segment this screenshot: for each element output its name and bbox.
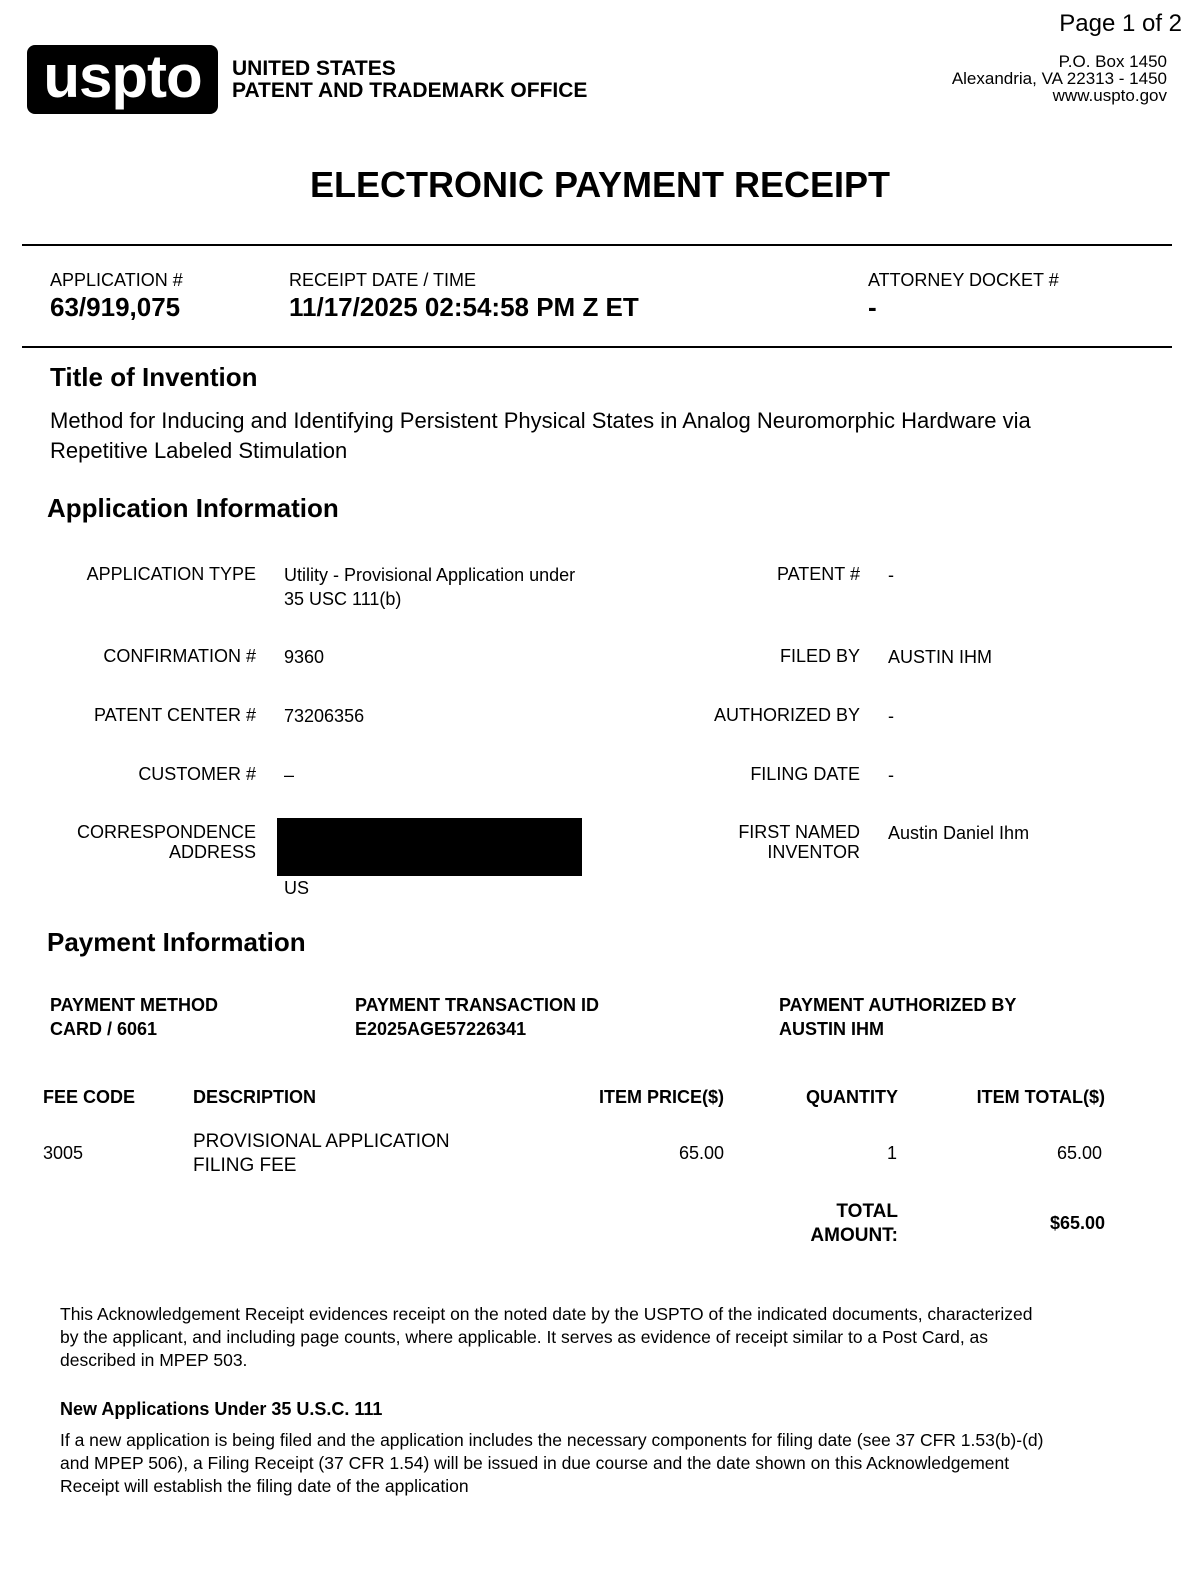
item-total-cell: 65.00: [1056, 1143, 1102, 1163]
address-line-2: Alexandria, VA 22313 - 1450: [951, 69, 1167, 88]
office-address: [952, 53, 1167, 104]
description-line-1: PROVISIONAL APPLICATION: [193, 1131, 450, 1152]
confirmation-value: 9360: [284, 647, 325, 667]
acknowledgement-text: [60, 1303, 1032, 1372]
first-inventor-label-line-2: INVENTOR: [767, 842, 860, 862]
ack-line-3: described in MPEP 503.: [60, 1350, 248, 1370]
address-line-3: www.uspto.gov: [1052, 86, 1167, 105]
application-number-label: APPLICATION #: [50, 270, 183, 290]
correspondence-label: [77, 822, 256, 862]
fee-code-cell: 3005: [43, 1143, 84, 1163]
description-header: DESCRIPTION: [193, 1087, 317, 1107]
invention-heading: Title of Invention: [50, 362, 258, 392]
application-type-value: [284, 563, 575, 611]
divider-top: [22, 244, 1172, 246]
total-amount-value: $65.00: [1049, 1213, 1105, 1233]
page-number: Page 1 of 2: [1059, 10, 1182, 37]
agency-name: [232, 58, 587, 102]
patent-center-label: PATENT CENTER #: [93, 705, 256, 725]
application-type-line-2: 35 USC 111(b): [284, 589, 402, 609]
application-number-value: 63/919,075: [50, 292, 181, 322]
confirmation-label: CONFIRMATION #: [103, 646, 256, 666]
customer-value: –: [284, 765, 295, 785]
ack-line-2: by the applicant, and including page counts, where applicable. It serves as evidence of receipt similar to a Post Card, as: [60, 1327, 989, 1347]
payment-method-value: CARD / 6061: [50, 1019, 158, 1039]
first-inventor-value: Austin Daniel Ihm: [888, 823, 1030, 843]
first-inventor-label: [738, 822, 860, 862]
redacted-address-block: [277, 818, 582, 876]
total-label-line-2: AMOUNT:: [810, 1225, 898, 1246]
transaction-id-label: PAYMENT TRANSACTION ID: [355, 995, 600, 1015]
payment-info-heading: Payment Information: [47, 927, 306, 957]
authorized-by-value: -: [888, 706, 894, 726]
invention-title-line-1: Method for Inducing and Identifying Persistent Physical States in Analog Neuromorphic Hardware via: [50, 408, 1031, 433]
correspondence-label-line-1: CORRESPONDENCE: [76, 822, 256, 842]
patent-center-value: 73206356: [284, 706, 365, 726]
new-applications-text: [60, 1429, 1043, 1498]
receipt-date-label: RECEIPT DATE / TIME: [289, 270, 477, 290]
address-line-1: P.O. Box 1450: [1058, 52, 1167, 71]
description-cell: [193, 1130, 450, 1178]
payment-method-label: PAYMENT METHOD: [50, 995, 219, 1015]
application-type-line-1: Utility - Provisional Application under: [284, 565, 576, 585]
new-apps-line-3: Receipt will establish the filing date of the application: [60, 1476, 469, 1496]
application-info-heading: Application Information: [47, 493, 339, 523]
payment-authorized-label: PAYMENT AUTHORIZED BY: [779, 995, 1017, 1015]
invention-title: [50, 406, 1170, 466]
filing-date-label: FILING DATE: [750, 764, 860, 784]
item-total-header: ITEM TOTAL($): [976, 1087, 1105, 1107]
attorney-docket-label: ATTORNEY DOCKET #: [868, 270, 1059, 290]
invention-title-line-2: Repetitive Labeled Stimulation: [50, 438, 348, 463]
total-label-line-1: TOTAL: [836, 1201, 898, 1222]
new-apps-line-2: and MPEP 506), a Filing Receipt (37 CFR 1.54) will be issued in due course and the date shown on this Acknowledgement: [60, 1453, 1010, 1473]
receipt-date-value: 11/17/2025 02:54:58 PM Z ET: [289, 292, 639, 322]
authorized-by-label: AUTHORIZED BY: [713, 705, 860, 725]
application-type-label: APPLICATION TYPE: [86, 564, 256, 584]
document-title: ELECTRONIC PAYMENT RECEIPT: [309, 164, 891, 205]
new-apps-line-1: If a new application is being filed and the application includes the necessary components for filing date (see 37 CFR 1.53(b)-(d): [60, 1430, 1044, 1450]
payment-authorized-value: AUSTIN IHM: [779, 1019, 884, 1039]
fee-code-header: FEE CODE: [43, 1087, 136, 1107]
logo-text: uspto: [43, 43, 202, 110]
new-applications-heading: New Applications Under 35 U.S.C. 111: [60, 1399, 383, 1419]
attorney-docket-value: -: [868, 292, 877, 322]
filed-by-label: FILED BY: [779, 646, 860, 666]
filing-date-value: -: [888, 765, 894, 785]
correspondence-country: US: [284, 878, 310, 898]
patent-number-label: PATENT #: [776, 564, 860, 584]
agency-line-1: UNITED STATES: [232, 57, 396, 80]
patent-number-value: -: [888, 565, 894, 585]
filed-by-value: AUSTIN IHM: [888, 647, 993, 667]
transaction-id-value: E2025AGE57226341: [355, 1019, 527, 1039]
description-line-2: FILING FEE: [193, 1155, 297, 1176]
uspto-logo: [27, 45, 218, 114]
quantity-cell: 1: [886, 1143, 897, 1163]
agency-line-2: PATENT AND TRADEMARK OFFICE: [232, 79, 588, 102]
ack-line-1: This Acknowledgement Receipt evidences receipt on the noted date by the USPTO of the indicated documents, characterized: [60, 1304, 1033, 1324]
customer-label: CUSTOMER #: [138, 764, 256, 784]
divider-middle: [22, 346, 1172, 348]
total-amount-label: [810, 1200, 898, 1248]
first-inventor-label-line-1: FIRST NAMED: [738, 822, 860, 842]
item-price-cell: 65.00: [678, 1143, 724, 1163]
item-price-header: ITEM PRICE($): [598, 1087, 724, 1107]
correspondence-label-line-2: ADDRESS: [168, 842, 256, 862]
quantity-header: QUANTITY: [806, 1087, 898, 1107]
